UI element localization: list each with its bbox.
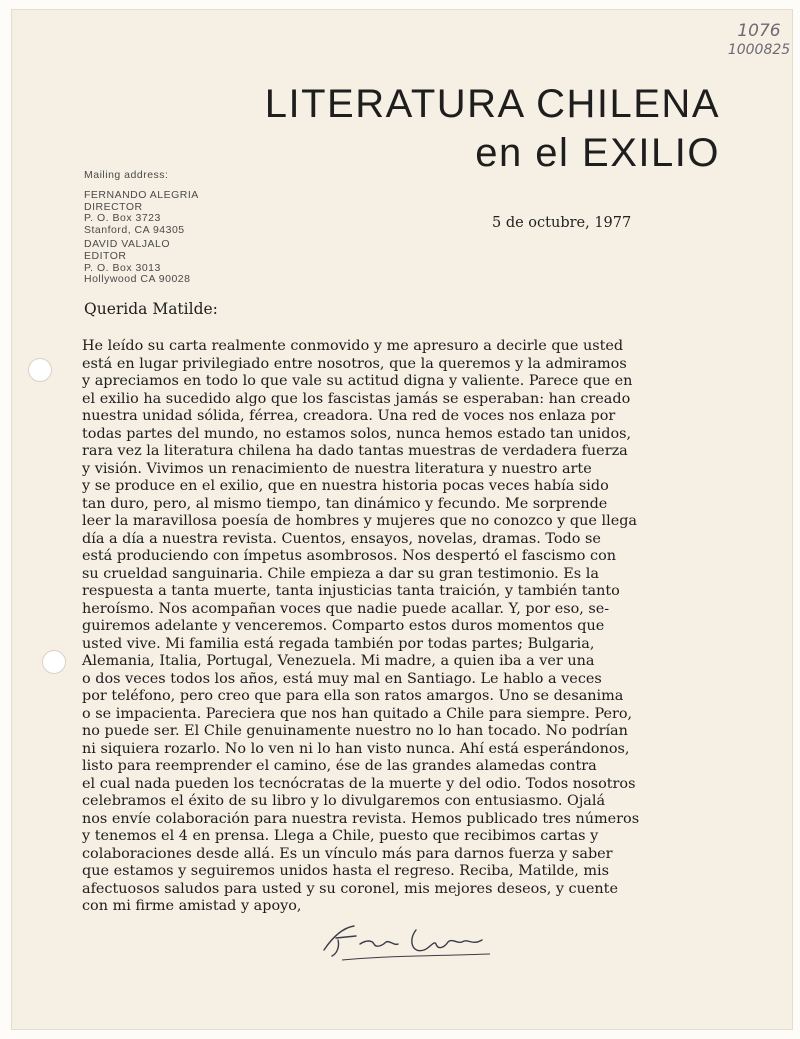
body-line: por teléfono, pero creo que para ella son ratos amargos. Uno se desanima	[82, 688, 624, 704]
mailing-line: Hollywood CA 90028	[84, 273, 191, 286]
body-line: o dos veces todos los años, está muy mal en Santiago. Le hablo a veces	[82, 670, 602, 687]
body-line: no puede ser. El Chile genuinamente nuestro no lo han tocado. No podrían	[82, 723, 628, 739]
letterhead-title-line-2: en el EXILIO	[475, 131, 720, 175]
body-line: está produciendo con ímpetus asombrosos. Nos despertó el fascismo con	[82, 548, 616, 564]
archive-pencil-code	[718, 22, 800, 60]
mailing-label: Mailing address:	[84, 169, 169, 181]
body-line: nuestra unidad sólida, férrea, creadora. Una red de voces nos enlaza por	[82, 408, 616, 424]
body-line: su crueldad sanguinaria. Chile empieza a dar su gran testimonio. Es la	[82, 565, 599, 582]
body-line: afectuosos saludos para usted y su coronel, mis mejores deseos, y cuente	[82, 880, 618, 897]
punch-hole	[42, 650, 66, 674]
letter-page	[12, 10, 792, 1029]
body-line: Alemania, Italia, Portugal, Venezuela. Mi madre, a quien iba a ver una	[82, 653, 595, 669]
handwritten-signature	[312, 910, 512, 970]
body-line: día a día a nuestra revista. Cuentos, ensayos, novelas, dramas. Todo se	[82, 530, 601, 547]
body-line: listo para reemprender el camino, ése de las grandes alamedas contra	[82, 758, 597, 774]
body-line: tan duro, pero, al mismo tiempo, tan dinámico y fecundo. Me sorprende	[82, 495, 608, 512]
mailing-line: DIRECTOR	[84, 200, 143, 213]
body-line: el exilio ha sucedido algo que los fascistas jamás se esperaban: han creado	[82, 390, 631, 407]
mailing-line: Stanford, CA 94305	[84, 224, 185, 237]
mailing-line: P. O. Box 3013	[84, 261, 161, 274]
mailing-line: P. O. Box 3723	[84, 212, 161, 225]
body-line: respuesta a tanta muerte, tanta injusticias tanta traición, y también tanto	[82, 583, 620, 599]
mailing-line: DAVID VALJALO	[84, 237, 171, 250]
body-line: heroísmo. Nos acompañan voces que nadie puede acallar. Y, por eso, se-	[82, 600, 610, 617]
body-line: He leído su carta realmente conmovido y me apresuro a decirle que usted	[82, 338, 624, 354]
letter-date: 5 de octubre, 1977	[492, 215, 632, 231]
mailing-line: FERNANDO ALEGRIA	[84, 188, 199, 201]
body-line: está en lugar privilegiado entre nosotros, que la queremos y la admiramos	[82, 355, 627, 372]
mailing-address-block	[84, 170, 199, 286]
body-line: rara vez la literatura chilena ha dado tantas muestras de verdadera fuerza	[82, 443, 628, 459]
mailing-line: EDITOR	[84, 249, 127, 262]
body-line: y apreciamos en todo lo que vale su actitud digna y valiente. Parece que en	[82, 373, 633, 389]
body-line: que estamos y seguiremos unidos hasta el regreso. Reciba, Matilde, mis	[82, 863, 610, 879]
body-line: con mi firme amistad y apoyo,	[82, 898, 302, 914]
body-line: y tenemos el 4 en prensa. Llega a Chile, puesto que recibimos cartas y	[82, 828, 599, 844]
body-line: ni siquiera rozarlo. No lo ven ni lo han visto nunca. Ahí está esperándonos,	[82, 740, 630, 757]
punch-hole	[28, 358, 52, 382]
body-line: usted vive. Mi familia está regada también por todas partes; Bulgaria,	[82, 635, 595, 652]
archive-code-line: 1000825	[727, 42, 791, 58]
body-line: colaboraciones desde allá. Es un vínculo más para darnos fuerza y saber	[82, 845, 613, 862]
body-line: nos envíe colaboración para nuestra revista. Hemos publicado tres números	[82, 810, 640, 827]
body-line: guiremos adelante y venceremos. Comparto estos duros momentos que	[82, 618, 605, 634]
body-line: leer la maravillosa poesía de hombres y mujeres que no conozco y que llega	[82, 513, 638, 529]
letter-greeting: Querida Matilde:	[84, 300, 218, 318]
body-line: y se produce en el exilio, que en nuestra historia pocas veces había sido	[82, 478, 609, 494]
body-line: celebramos el éxito de su libro y lo divulgaremos con entusiasmo. Ojalá	[82, 793, 606, 809]
body-line: el cual nada pueden los tecnócratas de la muerte y del odio. Todos nosotros	[82, 775, 636, 792]
letterhead-title-line-1: LITERATURA CHILENA	[264, 82, 720, 126]
body-line: y visión. Vivimos un renacimiento de nuestra literatura y nuestro arte	[82, 460, 592, 477]
body-line: o se impacienta. Pareciera que nos han quitado a Chile para siempre. Pero,	[82, 705, 633, 722]
archive-code-line: 1076	[737, 21, 781, 41]
body-line: todas partes del mundo, no estamos solos, nunca hemos estado tan unidos,	[82, 425, 632, 442]
letter-body	[82, 338, 682, 916]
